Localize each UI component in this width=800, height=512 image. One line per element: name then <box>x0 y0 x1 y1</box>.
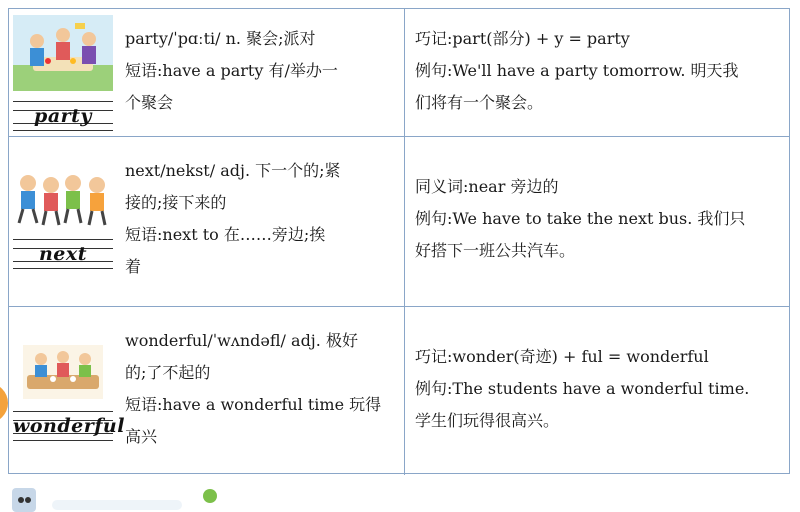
example-cell <box>405 137 789 306</box>
example-text: 巧记:part(部分) + y = party 例句:We'll have a party tomorrow. 明天我 们将有一个聚会。 <box>415 29 739 112</box>
kids-running-illustration-icon <box>13 171 113 227</box>
definition-text: party/ˈpɑːti/ n. 聚会;派对 短语:have a party 有/举办一 个聚会 <box>125 29 338 112</box>
word-writing-lines <box>13 239 113 269</box>
example-text: 巧记:wonder(奇迹) + ful = wonderful 例句:The students have a wonderful time. 学生们玩得很高兴。 <box>415 347 750 430</box>
party-illustration-icon <box>13 15 113 91</box>
definition-text: wonderful/ˈwʌndəfl/ adj. 极好 的;了不起的 短语:have a wonderful time 玩得 高兴 <box>125 331 382 446</box>
section-header-icon <box>12 486 222 512</box>
vocabulary-table <box>8 8 790 474</box>
definition-text: next/nekst/ adj. 下一个的;紧 接的;接下来的 短语:next to 在……旁边;挨 着 <box>125 161 341 276</box>
table-row <box>9 307 789 475</box>
word-cell <box>9 9 405 136</box>
word-cell <box>9 307 405 475</box>
word-writing-lines <box>13 101 113 131</box>
table-row <box>9 137 789 307</box>
table-row <box>9 9 789 137</box>
example-cell <box>405 9 789 136</box>
word-label: party <box>34 105 92 127</box>
word-label: wonderful <box>13 415 125 437</box>
example-cell <box>405 307 789 475</box>
example-text: 同义词:near 旁边的 例句:We have to take the next bus. 我们只 好搭下一班公共汽车。 <box>415 177 746 260</box>
word-writing-lines <box>13 411 125 441</box>
section-tab-marker <box>0 383 8 423</box>
word-label: next <box>38 243 87 265</box>
family-dinner-illustration-icon <box>13 345 113 399</box>
word-cell <box>9 137 405 306</box>
